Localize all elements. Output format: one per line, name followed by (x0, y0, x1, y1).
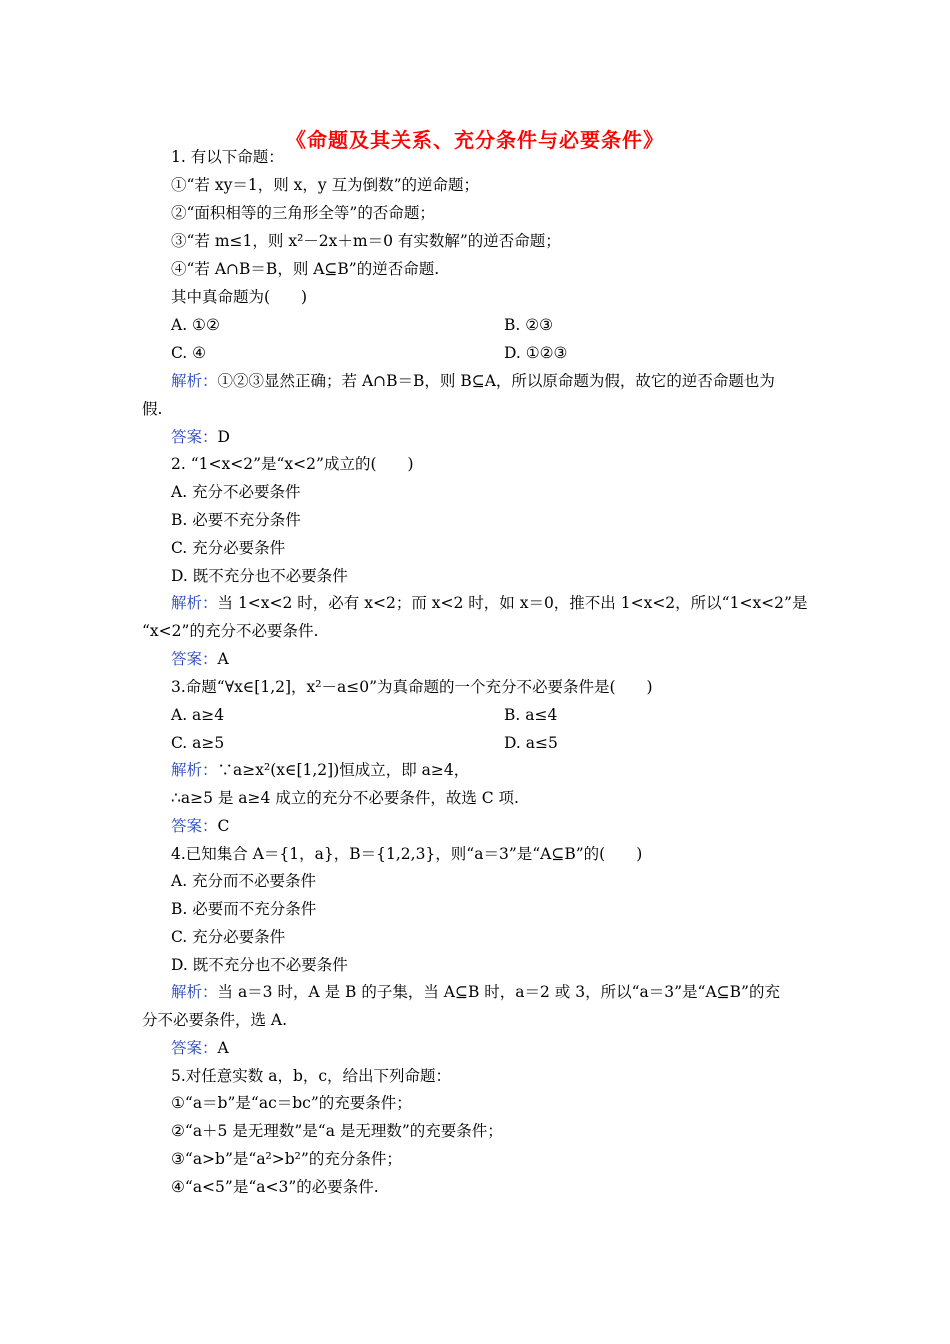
answer-label: 答案： (171, 650, 218, 668)
q5-item-2: ②“a＋5 是无理数”是“a 是无理数”的充要条件； (171, 1122, 503, 1140)
q1-answer (171, 427, 230, 447)
q4-stem: 4.已知集合 A＝{1，a}，B＝{1,2,3}，则“a＝3”是“A⊆B”的( ) (171, 845, 643, 863)
q2-stem: 2. “1<x<2”是“x<2”成立的( ) (171, 455, 414, 473)
q3-answer (171, 816, 229, 836)
q1-answer-value: D (217, 428, 230, 446)
q1-stem: 1. 有以下命题： (171, 148, 284, 166)
q4-answer (171, 1038, 229, 1058)
q4-option-b: B. 必要而不充分条件 (171, 900, 317, 918)
analysis-label: 解析： (171, 594, 218, 612)
q3-analysis-text: ∵a≥x²(x∈[1,2])恒成立，即 a≥4， (217, 761, 470, 779)
analysis-label: 解析： (171, 983, 218, 1001)
q4-analysis (171, 982, 780, 1002)
q2-analysis (171, 593, 807, 613)
q2-option-b: B. 必要不充分条件 (171, 511, 301, 529)
q2-option-a: A. 充分不必要条件 (171, 483, 301, 501)
q1-item-2: ②“面积相等的三角形全等”的否命题； (171, 204, 435, 222)
q3-analysis (171, 760, 469, 780)
q1-item-4: ④“若 A∩B＝B，则 A⊆B”的逆否命题. (171, 260, 440, 278)
q3-stem: 3.命题“∀x∈[1,2]，x²－a≤0”为真命题的一个充分不必要条件是( ) (171, 678, 653, 696)
q3-option-c: C. a≥5 (171, 734, 225, 752)
q5-item-4: ④“a<5”是“a<3”的必要条件. (171, 1178, 379, 1196)
q3-answer-value: C (217, 817, 230, 835)
q2-answer (171, 649, 229, 669)
answer-label: 答案： (171, 428, 218, 446)
answer-label: 答案： (171, 817, 218, 835)
q4-answer-value: A (217, 1039, 229, 1057)
q3-option-d: D. a≤5 (504, 734, 558, 752)
q3-option-a: A. a≥4 (171, 706, 225, 724)
q3-option-b: B. a≤4 (504, 706, 558, 724)
q5-stem: 5.对任意实数 a，b，c，给出下列命题： (171, 1067, 452, 1085)
q5-item-1: ①“a＝b”是“ac＝bc”的充要条件； (171, 1094, 412, 1112)
q2-answer-value: A (217, 650, 229, 668)
q4-option-d: D. 既不充分也不必要条件 (171, 956, 348, 974)
q5-item-3: ③“a>b”是“a²>b²”的充分条件； (171, 1150, 402, 1168)
q2-analysis-text: 当 1<x<2 时，必有 x<2；而 x<2 时，如 x＝0，推不出 1<x<2，所以“1<x<2”是 (217, 594, 808, 612)
q1-analysis (171, 371, 775, 391)
q1-option-b: B. ②③ (504, 316, 554, 334)
q1-item-3: ③“若 m≤1，则 x²－2x＋m＝0 有实数解”的逆否命题； (171, 232, 561, 250)
q4-analysis-text: 当 a＝3 时，A 是 B 的子集，当 A⊆B 时，a＝2 或 3，所以“a＝3”是“A⊆B”的充 (217, 983, 780, 1001)
q2-option-d: D. 既不充分也不必要条件 (171, 567, 348, 585)
q1-analysis-cont: 假. (142, 400, 163, 418)
q2-option-c: C. 充分必要条件 (171, 539, 286, 557)
q2-analysis-cont: “x<2”的充分不必要条件. (142, 622, 319, 640)
q4-option-c: C. 充分必要条件 (171, 928, 286, 946)
q1-item-1: ①“若 xy＝1，则 x，y 互为倒数”的逆命题； (171, 176, 479, 194)
q1-analysis-text: ①②③显然正确；若 A∩B＝B，则 B⊆A，所以原命题为假，故它的逆否命题也为 (217, 372, 775, 390)
analysis-label: 解析： (171, 761, 218, 779)
answer-label: 答案： (171, 1039, 218, 1057)
q1-option-d: D. ①②③ (504, 344, 568, 362)
q4-option-a: A. 充分而不必要条件 (171, 872, 317, 890)
q4-analysis-cont: 分不必要条件，选 A. (142, 1011, 288, 1029)
document-title: 《命题及其关系、充分条件与必要条件》 (286, 128, 664, 152)
q1-option-c: C. ④ (171, 344, 207, 362)
q3-analysis-cont: ∴a≥5 是 a≥4 成立的充分不必要条件，故选 C 项. (171, 789, 519, 807)
analysis-label: 解析： (171, 372, 218, 390)
q1-option-a: A. ①② (171, 316, 220, 334)
q1-ask: 其中真命题为( ) (171, 288, 308, 306)
